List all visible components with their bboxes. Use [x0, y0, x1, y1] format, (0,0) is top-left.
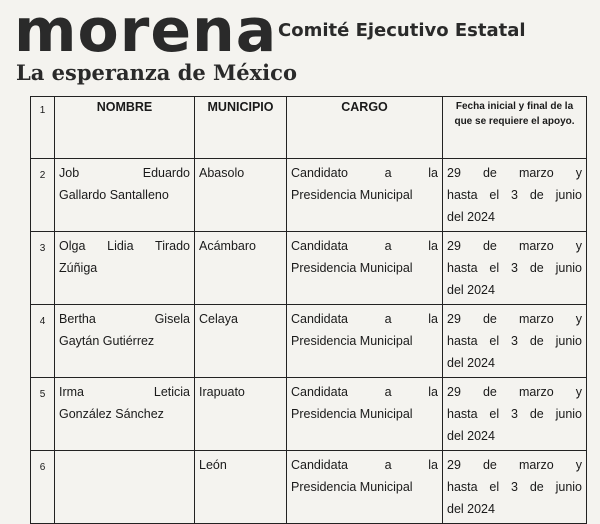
fecha-line: del 2024: [447, 502, 495, 516]
cell-nombre: [55, 232, 195, 305]
cell-cargo: [287, 305, 443, 378]
fecha-line: 29 de marzo y: [447, 458, 582, 472]
fecha-line: hasta el 3 de junio: [447, 407, 582, 421]
row-number: 4: [31, 305, 55, 378]
cell-municipio: Celaya: [195, 305, 287, 378]
fecha-line: 29 de marzo y: [447, 312, 582, 326]
row-number: 6: [31, 451, 55, 524]
col-header-fecha: Fecha inicial y final de la que se requiere el apoyo.: [443, 97, 587, 159]
cell-nombre: [55, 451, 195, 524]
cell-nombre: [55, 378, 195, 451]
cell-fecha: [443, 305, 587, 378]
cell-fecha: [443, 159, 587, 232]
nombre-line: Zúñiga: [59, 261, 98, 275]
cargo-line: Presidencia Municipal: [291, 261, 413, 275]
fecha-line: hasta el 3 de junio: [447, 261, 582, 275]
nombre-line: Gaytán Gutiérrez: [59, 334, 155, 348]
table-row: [31, 451, 587, 524]
col-header-nombre: NOMBRE: [55, 97, 195, 159]
col-header-cargo: CARGO: [287, 97, 443, 159]
cell-municipio: León: [195, 451, 287, 524]
row-number: 3: [31, 232, 55, 305]
fecha-line: del 2024: [447, 210, 495, 224]
table-row: [31, 159, 587, 232]
cell-cargo: [287, 159, 443, 232]
fecha-line: hasta el 3 de junio: [447, 480, 582, 494]
row-number: 2: [31, 159, 55, 232]
table-row: [31, 305, 587, 378]
candidates-table: [30, 96, 587, 524]
table-row: [31, 232, 587, 305]
cell-municipio: Irapuato: [195, 378, 287, 451]
row-number: 5: [31, 378, 55, 451]
nombre-line: Job Eduardo: [59, 166, 190, 180]
cargo-line: Candidata a la: [291, 385, 438, 399]
fecha-line: hasta el 3 de junio: [447, 334, 582, 348]
fecha-line: del 2024: [447, 283, 495, 297]
col-header-municipio: MUNICIPIO: [195, 97, 287, 159]
morena-logo: morena: [14, 0, 278, 66]
cell-municipio: Acámbaro: [195, 232, 287, 305]
cell-fecha: [443, 232, 587, 305]
cell-cargo: [287, 232, 443, 305]
fecha-line: 29 de marzo y: [447, 385, 582, 399]
committee-title: Comité Ejecutivo Estatal: [278, 20, 526, 41]
cell-cargo: [287, 451, 443, 524]
nombre-line: Irma Leticia: [59, 385, 190, 399]
cargo-line: Candidata a la: [291, 239, 438, 253]
cargo-line: Presidencia Municipal: [291, 407, 413, 421]
logo-tagline: La esperanza de México: [16, 60, 297, 85]
cell-municipio: Abasolo: [195, 159, 287, 232]
nombre-line: Gallardo Santalleno: [59, 188, 169, 202]
cell-fecha: [443, 378, 587, 451]
cargo-line: Presidencia Municipal: [291, 334, 413, 348]
cargo-line: Candidata a la: [291, 458, 438, 472]
cargo-line: Presidencia Municipal: [291, 480, 413, 494]
cell-fecha: [443, 451, 587, 524]
cell-nombre: [55, 305, 195, 378]
cargo-line: Candidata a la: [291, 312, 438, 326]
table-header-row: [31, 97, 587, 159]
cargo-line: Candidato a la: [291, 166, 438, 180]
cargo-line: Presidencia Municipal: [291, 188, 413, 202]
nombre-line: Olga Lidia Tirado: [59, 239, 190, 253]
fecha-line: del 2024: [447, 429, 495, 443]
fecha-line: 29 de marzo y: [447, 239, 582, 253]
table-row: [31, 378, 587, 451]
letterhead: [0, 0, 600, 92]
cell-nombre: [55, 159, 195, 232]
fecha-line: del 2024: [447, 356, 495, 370]
col-header-number: 1: [31, 97, 55, 159]
fecha-line: hasta el 3 de junio: [447, 188, 582, 202]
nombre-line: González Sánchez: [59, 407, 164, 421]
cell-cargo: [287, 378, 443, 451]
nombre-line: Bertha Gisela: [59, 312, 190, 326]
fecha-line: 29 de marzo y: [447, 166, 582, 180]
